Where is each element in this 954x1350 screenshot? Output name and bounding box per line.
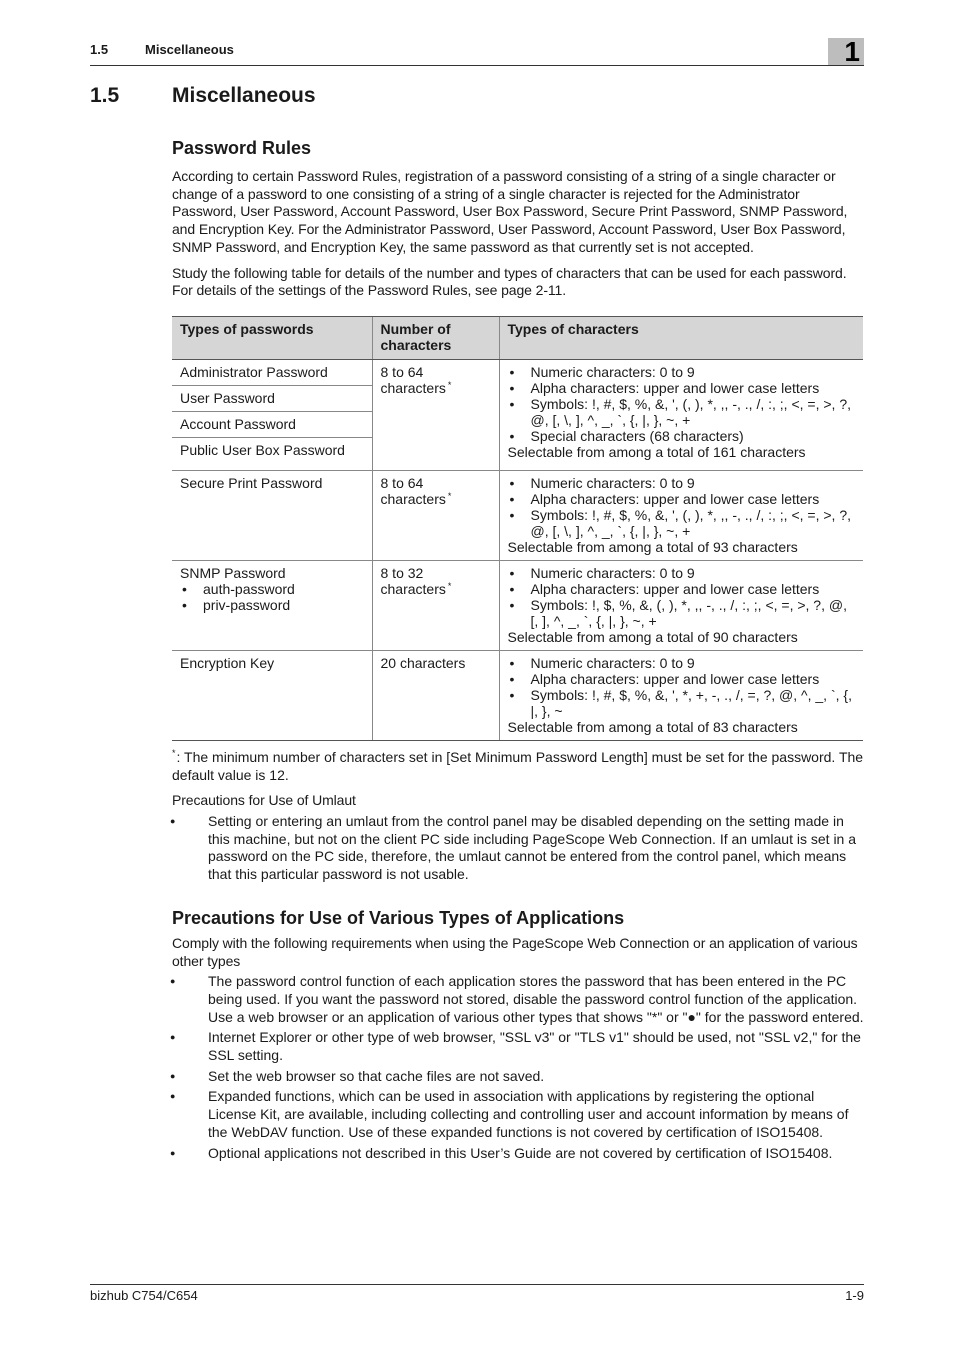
password-table: [172, 316, 863, 741]
table-row: [172, 560, 863, 650]
applications-list: [170, 973, 864, 1162]
umlaut-title: Precautions for Use of Umlaut: [172, 792, 356, 809]
applications-intro: Comply with the following requirements when using the PageScope Web Connection or an application of various other types: [172, 934, 858, 969]
selectable-total: Selectable from among a total of 161 characters: [507, 443, 806, 460]
list-item: • Special characters (68 characters): [508, 428, 856, 444]
list-item: • Symbols: !, #, $, %, &, ', *, +, -, ., /, =, ?, @, ^, _, `, {, |, }, ~: [508, 687, 856, 719]
list-item: • auth-password: [180, 581, 364, 597]
char-types-cell: [499, 470, 863, 560]
chapter-number: 1: [844, 36, 860, 67]
list-item: • Symbols: !, $, %, &, (, ), *, ,, -, ., /, :, ;, <, =, >, ?, @, [, ], ^, _, `, {, |, }, ~, +: [508, 597, 856, 629]
password-type-cell: [172, 560, 372, 650]
footnote-text: : The minimum number of characters set in [Set Minimum Password Length] must be set for the password. The default value is 12.: [172, 748, 864, 783]
list-item: ● Optional applications not described in this User’s Guide are not covered by certification of ISO15408.: [170, 1145, 864, 1163]
list-item: • Symbols: !, #, $, %, &, ', (, ), *, ,, -, ., /, :, ;, <, =, >, ?, @, [, \, ], ^, _, `, {, |, }, ~, +: [508, 507, 856, 539]
table-header-cell: Types of passwords: [172, 316, 372, 359]
char-types-cell: [499, 359, 863, 470]
char-count-cell: 20 characters: [372, 650, 499, 740]
password-type-cell: Public User Box Password: [172, 437, 372, 470]
char-types-cell: [499, 650, 863, 740]
selectable-total: Selectable from among a total of 90 characters: [507, 628, 798, 645]
footnote-mark: *: [447, 379, 452, 390]
list-item: [170, 973, 864, 1026]
list-item: • Numeric characters: 0 to 9: [508, 565, 856, 581]
list-item: • Alpha characters: upper and lower case letters: [508, 380, 856, 396]
table-row: [172, 650, 863, 740]
page-footer: [90, 1284, 864, 1303]
password-type-cell: Encryption Key: [172, 650, 372, 740]
list-item: ● Setting or entering an umlaut from the control panel may be disabled depending on the setting made in this machine, but not on the client PC side including PageScope Web Connection. If an umlaut is set in a password on the PC side, therefore, the umlaut cannot be entered from the control panel, which means that this particular password is not usable.: [170, 813, 864, 884]
footnote-mark: *: [447, 490, 452, 501]
section-title: Miscellaneous: [172, 84, 316, 107]
table-header-row: [172, 316, 863, 359]
table-header-cell: Number of characters: [372, 316, 499, 359]
list-item-text: ● The password control function of each application stores the password that has been entered in the PC being used. If you want the password not stored, disable the password control function of the application.: [208, 973, 858, 1007]
table-row: [172, 359, 863, 385]
char-types-cell: [499, 560, 863, 650]
table-header-cell: Types of characters: [499, 316, 863, 359]
char-count-cell: 8 to 32 characters *: [372, 560, 499, 650]
list-item: • Alpha characters: upper and lower case letters: [508, 671, 856, 687]
snmp-password-label: SNMP Password: [180, 564, 286, 581]
header-section-title: Miscellaneous: [145, 42, 234, 57]
main-content: [172, 136, 864, 1165]
password-type-cell: Administrator Password: [172, 359, 372, 385]
char-count-cell: 8 to 64 characters *: [372, 359, 499, 470]
list-item: • Alpha characters: upper and lower case letters: [508, 581, 856, 597]
chapter-tab: [828, 38, 864, 65]
table-footnote: [172, 749, 864, 784]
running-header: [90, 36, 864, 67]
footnote-mark: *: [172, 747, 176, 758]
password-type-cell: User Password: [172, 385, 372, 411]
list-item: • Numeric characters: 0 to 9: [508, 475, 856, 491]
char-count-cell: 8 to 64 characters *: [372, 470, 499, 560]
applications-heading: Precautions for Use of Various Types of Applications: [172, 907, 625, 928]
section-number: 1.5: [90, 84, 120, 107]
umlaut-list: [170, 813, 864, 884]
password-type-cell: Secure Print Password: [172, 470, 372, 560]
list-item: • Symbols: !, #, $, %, &, ', (, ), *, ,, -, ., /, :, ;, <, =, >, ?, @, [, \, ], ^, _, `, {, |, }, ~, +: [508, 396, 856, 428]
password-rules-heading: Password Rules: [172, 138, 312, 158]
header-section-number: 1.5: [90, 42, 109, 57]
table-row: [172, 470, 863, 560]
password-type-cell: Account Password: [172, 411, 372, 437]
footnote-mark: *: [447, 580, 452, 591]
password-rules-paragraph-2: Study the following table for details of the number and types of characters that can be used for each password. For details of the settings of the Password Rules, see page 2-11.: [172, 264, 847, 299]
list-item: ● Expanded functions, which can be used in association with applications by registering the optional License Kit, are available, including collecting and controlling user and account information by means of the WebDAV function. Use of these expanded functions is not covered by certification of ISO15408.: [170, 1088, 864, 1141]
footer-model: bizhub C754/C654: [90, 1288, 198, 1303]
list-item: • Numeric characters: 0 to 9: [508, 655, 856, 671]
selectable-total: Selectable from among a total of 93 characters: [507, 538, 798, 555]
list-item: • Numeric characters: 0 to 9: [508, 364, 856, 380]
list-item-text: Use a web browser or an application of various other types that shows "*" or "●" for the password entered.: [208, 1008, 864, 1025]
list-item: • Alpha characters: upper and lower case letters: [508, 491, 856, 507]
list-item: ● Set the web browser so that cache files are not saved.: [170, 1068, 864, 1086]
list-item: • priv-password: [180, 597, 364, 613]
list-item: ● Internet Explorer or other type of web browser, "SSL v3" or "TLS v1" should be used, not "SSL v2," for the SSL setting.: [170, 1029, 864, 1064]
footer-page-number: 1-9: [845, 1288, 864, 1303]
selectable-total: Selectable from among a total of 83 characters: [507, 718, 798, 735]
password-rules-paragraph-1: According to certain Password Rules, registration of a password consisting of a string of a single character or change of a password to one consisting of a string of a single character is rejected for the Administrator Password, User Password, Account Password, User Box Password, Secure Print Password, SNMP Password, and Encryption Key. For the Administrator Password, User Password, Account Password, User Box Password, SNMP Password, and Encryption Key, the same password as that currently set is not accepted.: [172, 168, 848, 255]
